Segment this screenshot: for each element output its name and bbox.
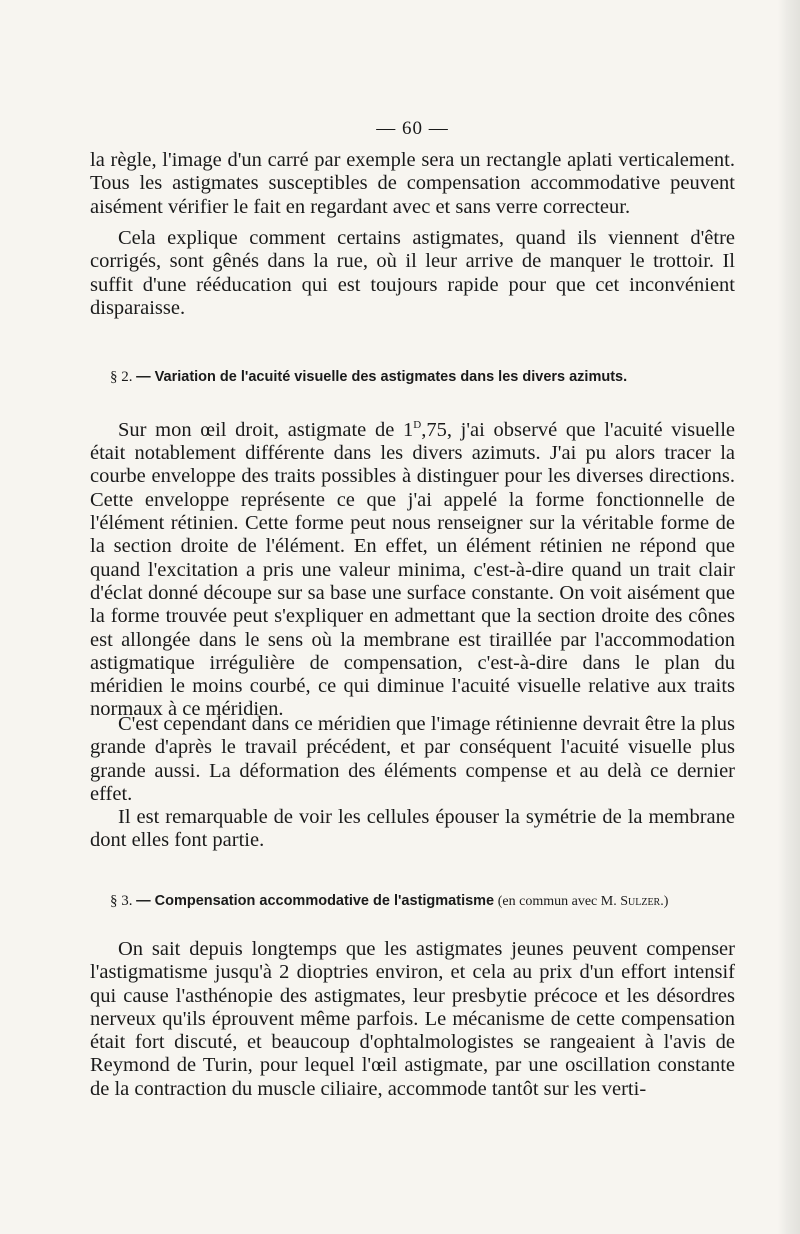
diopter-superscript: D (413, 419, 422, 431)
section-number: § 3. (110, 893, 133, 909)
paragraph-3 (90, 414, 735, 722)
paragraph-5: Il est remarquable de voir les cellules épouser la symétrie de la membrane dont elles font partie. (90, 806, 735, 852)
section-heading-2 (110, 369, 735, 386)
page-number: — 60 — (376, 118, 449, 139)
paragraph-1: la règle, l'image d'un carré par exemple sera un rectangle aplati verticalement. Tous les astigmates susceptibles de compensation accommodative peuvent aisément vérifier le fait en regardant avec et sans verre correcteur. (90, 149, 735, 218)
page-gutter-shadow (778, 0, 800, 1234)
section-title: — Variation de l'acuité visuelle des astigmates dans les divers azimuts. (136, 369, 628, 385)
section-title: — Compensation accommodative de l'astigmatisme (136, 893, 495, 909)
section-note: (en commun avec M. Sulzer.) (497, 894, 669, 909)
paragraph-4: C'est cependant dans ce méridien que l'image rétinienne devrait être la plus grande d'après le travail précédent, et par conséquent l'acuité visuelle plus grande aussi. La déformation des éléments compense et au delà ce dernier effet. (90, 713, 735, 805)
author-name: Sulzer (620, 894, 661, 909)
paragraph-3-rest: ,75, j'ai observé que l'acuité visuelle était notablement différente dans les divers azimuts. J'ai pu alors tracer la courbe enveloppe des traits possibles à distinguer pour les diverses directions. Cette enveloppe représente ce que j'ai appelé la forme fonctionnelle de l'élément rétinien. Cette forme peut nous renseigner sur la véritable forme de la section droite de l'élément. En effet, un élément rétinien ne répond que quand l'excitation a pris une valeur minima, c'est-à-dire quand un trait clair d'éclat donné découpe sur sa base une surface constante. On voit aisément que la forme trouvée peut s'expliquer en admettant que la section droite des cônes est allongée dans le sens où la membrane est tiraillée par l'accommodation astigmatique irrégulière de compensation, c'est-à-dire dans le plan du méridien le moins courbé, ce qui diminue l'acuité visuelle relative aux traits normaux à ce méridien. (90, 418, 735, 721)
paragraph-6: On sait depuis longtemps que les astigmates jeunes peuvent compenser l'astigmatisme jusqu'à 2 dioptries environ, et cela au prix d'un effort intensif qui cause l'asthénopie des astigmates, leur presbytie précoce et les désordres nerveux qu'ils éprouvent même parfois. Le mécanisme de cette compensation était fort discuté, et beaucoup d'ophtalmologistes se rangeaient à l'avis de Reymond de Turin, pour lequel l'œil astigmate, par une oscillation constante de la contraction du muscle ciliaire, accommode tantôt sur les verti- (90, 938, 735, 1100)
paragraph-2: Cela explique comment certains astigmates, quand ils viennent d'être corrigés, sont gênés dans la rue, où il leur arrive de manquer le trottoir. Il suffit d'une rééducation qui est toujours rapide pour que cet inconvénient disparaisse. (90, 227, 735, 319)
section-heading-3 (110, 893, 735, 910)
paragraph-3-start: Sur mon œil droit, astigmate de 1 (118, 418, 414, 441)
section-number: § 2. (110, 369, 133, 385)
